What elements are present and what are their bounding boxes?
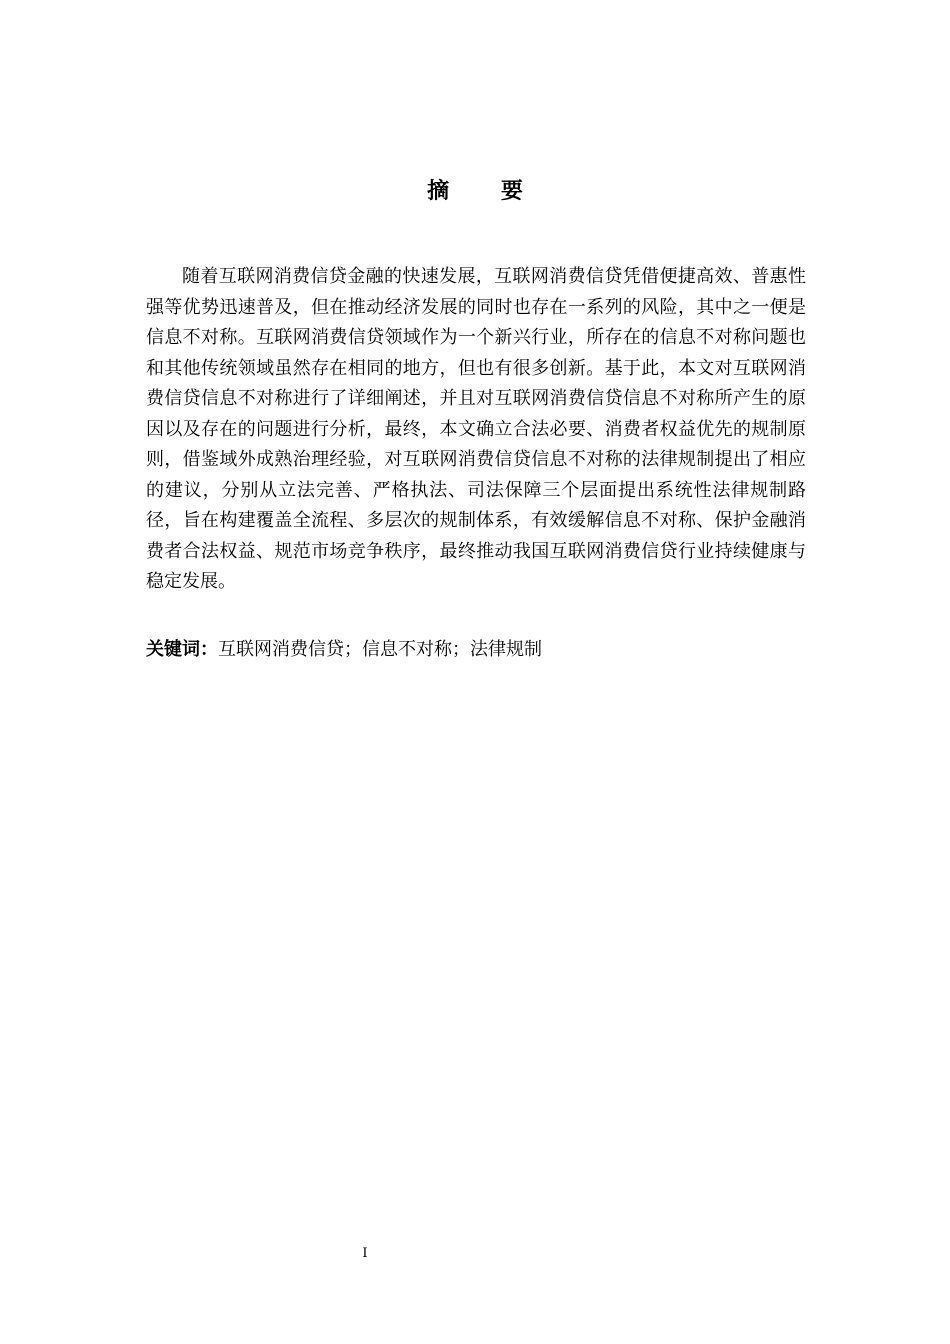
page-title: 摘 要	[427, 179, 545, 204]
keywords-line	[146, 636, 806, 664]
abstract-paragraph: 随着互联网消费信贷金融的快速发展，互联网消费信贷凭借便捷高效、普惠性强等优势迅速普及，但在推动经济发展的同时也存在一系列的风险，其中之一便是信息不对称。互联网消费信贷领域作为一个新兴行业，所存在的信息不对称问题也和其他传统领域虽然存在相同的地方，但也有很多创新。基于此，本文对互联网消费信贷信息不对称进行了详细阐述，并且对互联网消费信贷信息不对称所产生的原因以及存在的问题进行分析，最终，本文确立合法必要、消费者权益优先的规制原则，借鉴域外成熟治理经验，对互联网消费信贷信息不对称的法律规制提出了相应的建议，分别从立法完善、严格执法、司法保障三个层面提出系统性法律规制路径，旨在构建覆盖全流程、多层次的规制体系，有效缓解信息不对称、保护金融消费者合法权益、规范市场竞争秩序，最终推动我国互联网消费信贷行业持续健康与稳定发展。	[146, 266, 806, 592]
keywords-text: 互联网消费信贷；信息不对称；法律规制	[218, 639, 542, 660]
keywords-label: 关键词：	[146, 639, 218, 660]
page-number: I	[362, 1246, 368, 1261]
